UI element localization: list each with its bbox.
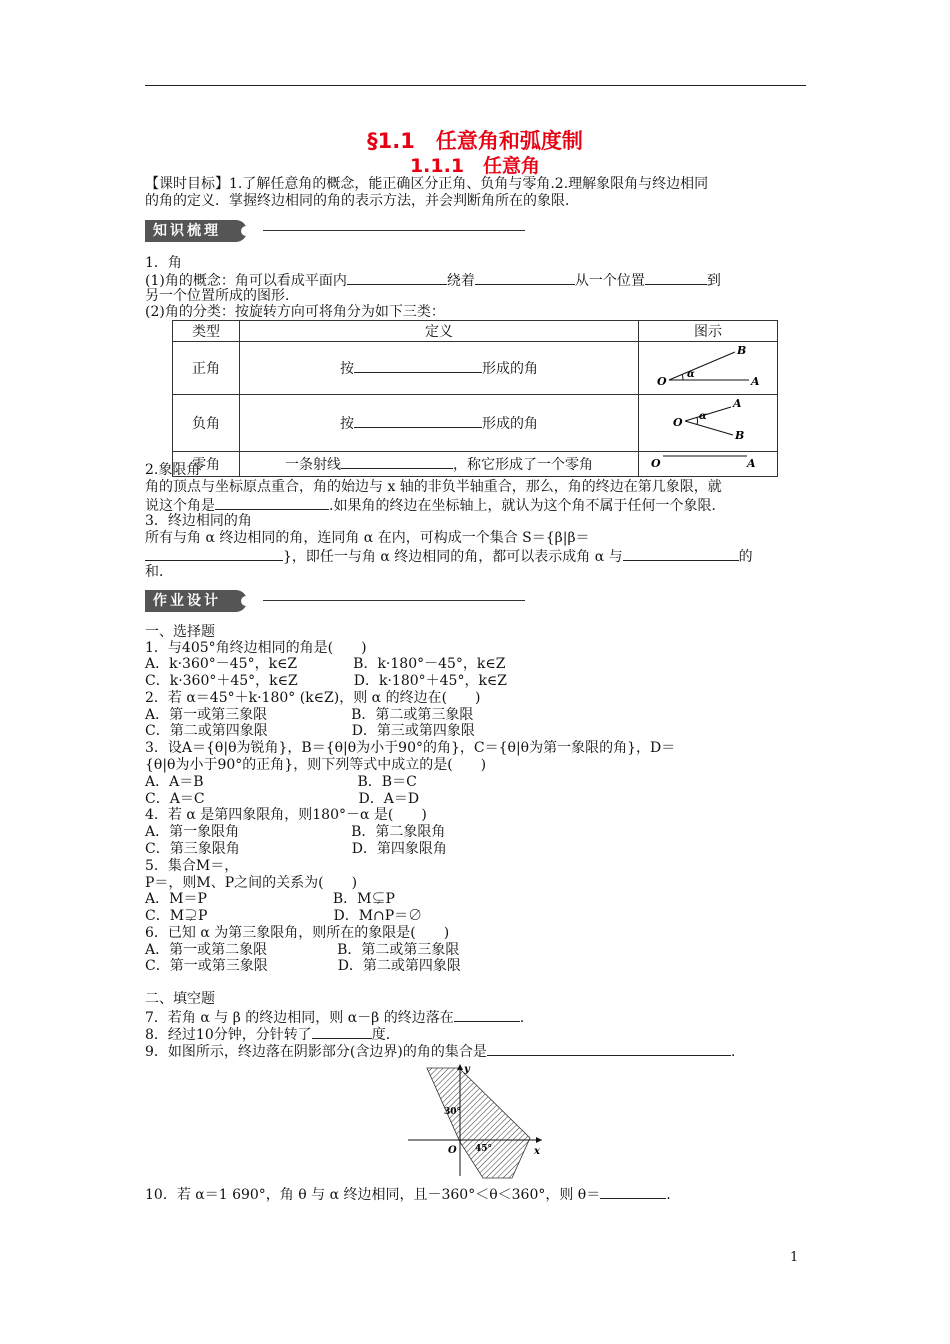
figure-zero (639, 452, 778, 477)
section-label-review: 知识梳理 (145, 220, 247, 242)
homework-line: 1．与405°角终边相同的角是( ) (145, 640, 367, 656)
svg-text:x: x (534, 1146, 540, 1157)
table-row (173, 452, 778, 477)
angle-type-table (172, 320, 778, 477)
homework-line: C．A＝C D．A＝D (145, 791, 420, 807)
homework-line: A．第一或第二象限 B．第二或第三象限 (145, 942, 460, 958)
table-header-definition: 定义 (240, 321, 639, 342)
question-10: 10．若 α＝1 690°，角 θ 与 α 终边相同，且－360°＜θ＜360°，则 θ＝ . (145, 1187, 671, 1203)
header-rule (145, 85, 806, 86)
homework-line: A．M＝P B．M⊊P (145, 891, 395, 907)
table-header-type: 类型 (173, 321, 240, 342)
svg-text:A: A (747, 457, 756, 470)
objectives-line-2: 的角的定义．掌握终边相同的角的表示方法，并会判断角所在的象限． (145, 193, 579, 209)
homework-line: {θ|θ为小于90°的正角}，则下列等式中成立的是( ) (145, 757, 487, 773)
question-9-figure (400, 1060, 550, 1180)
quadrant-line-1: 角的顶点与坐标原点重合，角的始边与 x 轴的非负半轴重合，那么，角的终边在第几象限，就 (145, 479, 722, 495)
quadrant-line-2: 说这个角是 .如果角的终边在坐标轴上，就认为这个角不属于任何一个象限． (145, 498, 726, 514)
question-7: 7．若角 α 与 β 的终边相同，则 α－β 的终边落在 . (145, 1010, 525, 1026)
homework-line: C．M⊋P D．M∩P＝∅ (145, 908, 423, 924)
page-subtitle: 1.1.1 任意角 (409, 155, 541, 177)
svg-text:A: A (733, 397, 742, 410)
coterminal-line-3: 和． (145, 564, 173, 580)
svg-text:α: α (699, 411, 707, 422)
homework-line: 一、选择题 (145, 624, 215, 640)
zero-angle-figure (639, 452, 777, 472)
svg-text:45°: 45° (475, 1144, 493, 1154)
knowledge-heading-3: 3．终边相同的角 (145, 513, 252, 529)
svg-text:B: B (735, 429, 745, 442)
positive-angle-figure (639, 342, 777, 390)
fill-in-heading: 二、填空题 (145, 991, 215, 1007)
coterminal-line-1: 所有与角 α 终边相同的角，连同角 α 在内，可构成一个集合 S＝{β|β＝ (145, 530, 590, 546)
banner-rule (263, 230, 525, 231)
homework-line: 5．集合M＝， (145, 858, 239, 874)
homework-line: C．第二或第四象限 D．第三或第四象限 (145, 723, 475, 739)
angle-concept-line: (1)角的概念：角可以看成平面内 绕着 从一个位置 到 (145, 273, 721, 289)
page-title: §1.1 任意角和弧度制 (367, 129, 583, 153)
knowledge-heading-1: 1．角 (145, 255, 182, 271)
homework-line: A．第一或第三象限 B．第二或第三象限 (145, 707, 474, 723)
section-banner-review (145, 220, 525, 244)
homework-line: C．k·360°＋45°，k∈Z D．k·180°＋45°，k∈Z (145, 673, 508, 689)
question-9: 9．如图所示，终边落在阴影部分(含边界)的角的集合是 . (145, 1044, 736, 1060)
svg-text:O: O (657, 375, 667, 388)
homework-line: 3．设A＝{θ|θ为锐角}，B＝{θ|θ为小于90°的角}，C＝{θ|θ为第一象限的角}，D＝ (145, 740, 676, 756)
coterminal-line-2: }，即任一与角 α 终边相同的角，都可以表示成角 α 与 的 (145, 547, 753, 566)
svg-text:O: O (651, 457, 661, 470)
page-number: 1 (790, 1250, 799, 1265)
homework-line: 4．若 α 是第四象限角，则180°－α 是( ) (145, 807, 427, 823)
svg-text:O: O (673, 416, 683, 429)
bullet-icon (241, 596, 251, 606)
bullet-icon (241, 226, 251, 236)
negative-angle-figure (639, 395, 777, 447)
homework-line: C．第三象限角 D．第四象限角 (145, 841, 447, 857)
homework-line: P＝，则M、P之间的关系为( ) (145, 875, 358, 891)
homework-line: A．第一象限角 B．第二象限角 (145, 824, 446, 840)
definition-negative: 按 形成的角 (240, 395, 639, 452)
svg-text:O: O (448, 1145, 457, 1156)
svg-text:B: B (737, 344, 747, 357)
table-header-figure: 图示 (639, 321, 778, 342)
homework-line: A．A＝B B．B＝C (145, 774, 417, 790)
svg-text:α: α (687, 369, 695, 380)
homework-line: 2．若 α＝45°＋k·180° (k∈Z)，则 α 的终边在( ) (145, 690, 481, 706)
angle-classification-line: (2)角的分类：按旋转方向可将角分为如下三类： (145, 304, 445, 320)
section-banner-homework (145, 590, 525, 614)
table-row (173, 342, 778, 395)
homework-line: 6．已知 α 为第三象限角，则所在的象限是( ) (145, 925, 450, 941)
banner-rule (263, 600, 525, 601)
type-negative: 负角 (173, 395, 240, 452)
svg-text:30°: 30° (444, 1107, 462, 1117)
homework-line: C．第一或第三象限 D．第二或第四象限 (145, 958, 461, 974)
angle-concept-line-2: 另一个位置所成的图形． (145, 288, 299, 304)
figure-negative (639, 395, 778, 452)
figure-positive (639, 342, 778, 395)
knowledge-heading-2: 2.象限角 (145, 462, 201, 478)
svg-text:A: A (751, 375, 760, 388)
type-positive: 正角 (173, 342, 240, 395)
question-8: 8．经过10分钟，分针转了 度． (145, 1027, 400, 1043)
homework-line: A．k·360°－45°，k∈Z B．k·180°－45°，k∈Z (145, 656, 506, 672)
section-label-homework: 作业设计 (145, 590, 247, 612)
objectives-line-1: 【课时目标】1.了解任意角的概念，能正确区分正角、负角与零角.2.理解象限角与终边相同 (145, 176, 709, 192)
svg-text:y: y (464, 1064, 470, 1075)
definition-positive: 按 形成的角 (240, 342, 639, 395)
type-zero: 零角 (173, 452, 240, 477)
definition-zero: 一条射线 ，称它形成了一个零角 (240, 452, 639, 477)
table-row (173, 395, 778, 452)
